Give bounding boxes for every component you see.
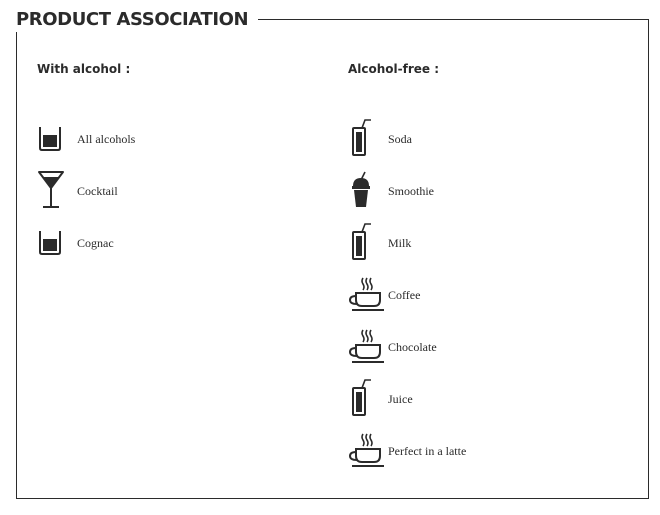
with-alcohol-heading: With alcohol : <box>37 62 131 76</box>
list-item-label: Perfect in a latte <box>388 443 467 458</box>
list-item <box>37 164 135 216</box>
list-item-label: All alcohols <box>77 131 136 146</box>
with-alcohol-column <box>37 61 135 268</box>
alcohol-free-list <box>348 112 466 476</box>
list-item-label: Coffee <box>388 287 421 302</box>
glass-with-straw-icon <box>348 116 388 160</box>
alcohol-free-column <box>348 61 466 476</box>
list-item-label: Chocolate <box>388 339 437 354</box>
glass-with-straw-icon <box>348 220 388 264</box>
glass-with-straw-icon <box>348 376 388 420</box>
section-title: PRODUCT ASSOCIATION <box>16 8 258 32</box>
whisky-glass-icon <box>37 220 77 264</box>
with-alcohol-list <box>37 112 135 268</box>
list-item <box>348 268 466 320</box>
steaming-cup-icon <box>348 272 388 316</box>
list-item <box>348 216 466 268</box>
list-item <box>348 320 466 372</box>
smoothie-cup-icon <box>348 168 388 212</box>
cocktail-glass-icon <box>37 168 77 212</box>
alcohol-free-heading: Alcohol-free : <box>348 62 440 76</box>
list-item <box>348 112 466 164</box>
list-item <box>37 216 135 268</box>
list-item <box>348 424 466 476</box>
whisky-glass-icon <box>37 116 77 160</box>
list-item-label: Smoothie <box>388 183 435 198</box>
steaming-cup-icon <box>348 428 388 472</box>
list-item-label: Cognac <box>77 235 114 250</box>
list-item-label: Cocktail <box>77 183 118 198</box>
list-item-label: Soda <box>388 131 412 146</box>
list-item <box>348 372 466 424</box>
list-item <box>37 112 135 164</box>
list-item-label: Milk <box>388 235 412 250</box>
list-item <box>348 164 466 216</box>
list-item-label: Juice <box>388 391 413 406</box>
steaming-cup-icon <box>348 324 388 368</box>
